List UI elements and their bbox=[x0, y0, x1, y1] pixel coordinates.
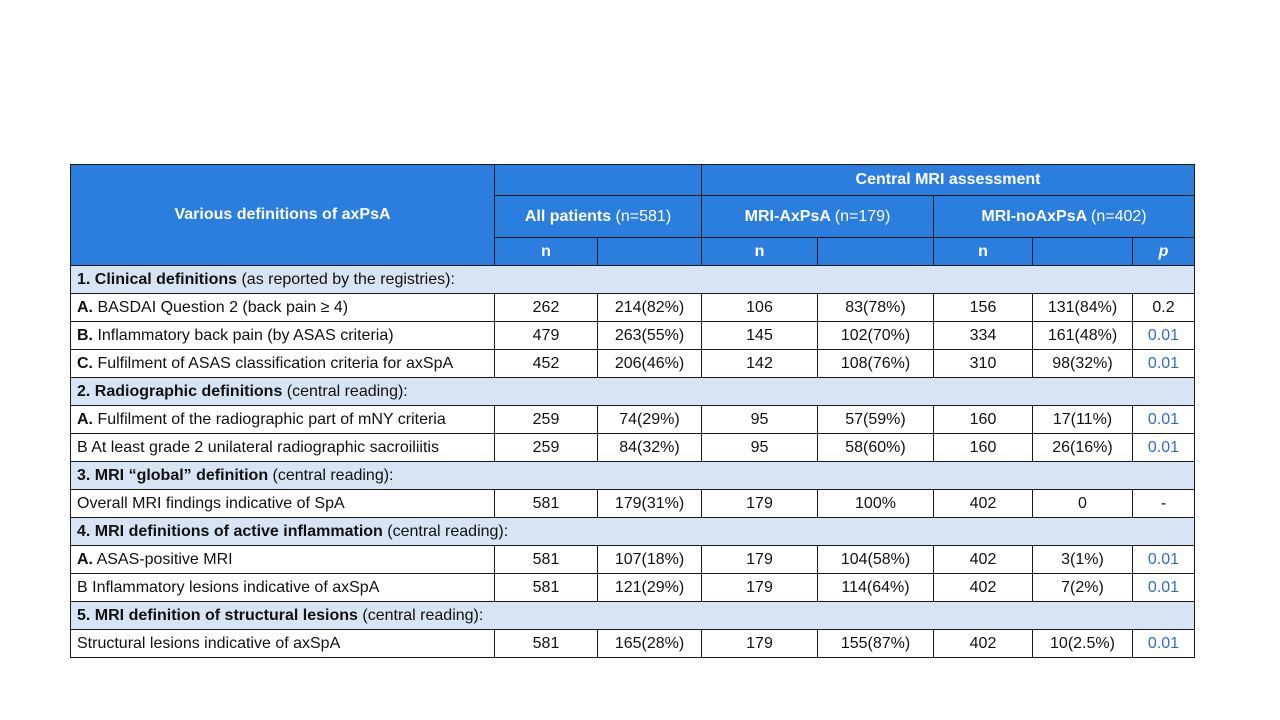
table-row bbox=[71, 434, 1195, 462]
all-patients-pct-cell: 121(29%) bbox=[598, 574, 702, 602]
mri-noaxpsa-n-cell: 402 bbox=[934, 546, 1033, 574]
all-patients-n-cell: 259 bbox=[495, 434, 598, 462]
table-row bbox=[71, 294, 1195, 322]
mri-axpsa-n-cell: 95 bbox=[702, 434, 818, 462]
mri-axpsa-label: MRI-AxPsA bbox=[744, 207, 831, 225]
all-patients-pct-cell: 206(46%) bbox=[598, 350, 702, 378]
section-note: (central reading): bbox=[268, 466, 394, 484]
mri-axpsa-pct-cell: 102(70%) bbox=[818, 322, 934, 350]
p-value-cell: 0.01 bbox=[1133, 546, 1195, 574]
section-title-cell bbox=[71, 266, 1195, 294]
mri-axpsa-n-cell: 179 bbox=[702, 490, 818, 518]
definition-label: BASDAI Question 2 (back pain ≥ 4) bbox=[93, 298, 349, 316]
mri-axpsa-pct-cell: 155(87%) bbox=[818, 630, 934, 658]
mri-noaxpsa-pct-cell: 98(32%) bbox=[1033, 350, 1133, 378]
definition-label-cell bbox=[71, 294, 495, 322]
p-value-cell: 0.01 bbox=[1133, 350, 1195, 378]
all-patients-pct-cell: 107(18%) bbox=[598, 546, 702, 574]
definition-label-cell bbox=[71, 630, 495, 658]
definition-label-cell bbox=[71, 434, 495, 462]
mri-noaxpsa-pct-cell: 17(11%) bbox=[1033, 406, 1133, 434]
section-note: (central reading): bbox=[382, 522, 509, 540]
mri-noaxpsa-label: MRI-noAxPsA bbox=[981, 207, 1087, 225]
section-row bbox=[71, 602, 1195, 630]
section-title-cell bbox=[71, 378, 1195, 406]
all-patients-label: All patients bbox=[524, 207, 612, 225]
all-patients-pct-cell: 179(31%) bbox=[598, 490, 702, 518]
table-header bbox=[71, 165, 1195, 266]
mri-axpsa-n-cell: 145 bbox=[702, 322, 818, 350]
all-patients-pct-cell: 74(29%) bbox=[598, 406, 702, 434]
definition-label-cell bbox=[71, 574, 495, 602]
all-patients-n-cell: 581 bbox=[495, 546, 598, 574]
all-patients-n-cell: 452 bbox=[495, 350, 598, 378]
all-patients-pct-header bbox=[598, 238, 702, 266]
mri-noaxpsa-pct-header bbox=[1033, 238, 1133, 266]
section-title: 4. MRI definitions of active inflammation bbox=[77, 522, 383, 540]
mri-axpsa-n-cell: 179 bbox=[702, 630, 818, 658]
mri-noaxpsa-count: (n=402) bbox=[1091, 207, 1147, 225]
section-row bbox=[71, 378, 1195, 406]
mri-noaxpsa-pct-cell: 0 bbox=[1033, 490, 1133, 518]
table-row bbox=[71, 574, 1195, 602]
section-title: 5. MRI definition of structural lesions bbox=[77, 606, 358, 624]
p-value-cell: 0.01 bbox=[1133, 322, 1195, 350]
mri-axpsa-n-cell: 106 bbox=[702, 294, 818, 322]
definition-prefix: A. bbox=[77, 550, 93, 568]
all-patients-pct-cell: 214(82%) bbox=[598, 294, 702, 322]
definition-label: B At least grade 2 unilateral radiographic sacroiliitis bbox=[77, 438, 439, 456]
section-note: (as reported by the registries): bbox=[237, 270, 455, 288]
mri-noaxpsa-n-cell: 160 bbox=[934, 434, 1033, 462]
p-value-label: p bbox=[1158, 242, 1169, 260]
section-title: 2. Radiographic definitions bbox=[77, 382, 283, 400]
definition-label-cell bbox=[71, 322, 495, 350]
all-patients-n-cell: 581 bbox=[495, 490, 598, 518]
table-row bbox=[71, 322, 1195, 350]
mri-axpsa-n-header: n bbox=[702, 238, 818, 266]
mri-axpsa-pct-cell: 104(58%) bbox=[818, 546, 934, 574]
mri-axpsa-header bbox=[702, 196, 934, 238]
definition-label: Inflammatory back pain (by ASAS criteria) bbox=[93, 326, 394, 344]
header-empty-cell bbox=[495, 165, 702, 196]
mri-axpsa-pct-header bbox=[818, 238, 934, 266]
all-patients-n-cell: 259 bbox=[495, 406, 598, 434]
definition-label: Structural lesions indicative of axSpA bbox=[77, 634, 341, 652]
mri-noaxpsa-n-cell: 402 bbox=[934, 630, 1033, 658]
definition-label-cell bbox=[71, 350, 495, 378]
all-patients-n-cell: 581 bbox=[495, 630, 598, 658]
section-note: (central reading): bbox=[282, 382, 408, 400]
mri-noaxpsa-n-cell: 310 bbox=[934, 350, 1033, 378]
table-row bbox=[71, 490, 1195, 518]
definition-prefix: B. bbox=[77, 326, 93, 344]
all-patients-n-cell: 581 bbox=[495, 574, 598, 602]
mri-noaxpsa-pct-cell: 131(84%) bbox=[1033, 294, 1133, 322]
all-patients-n-cell: 479 bbox=[495, 322, 598, 350]
table-row bbox=[71, 546, 1195, 574]
section-title-cell bbox=[71, 518, 1195, 546]
mri-axpsa-n-cell: 179 bbox=[702, 574, 818, 602]
definition-label-cell bbox=[71, 406, 495, 434]
mri-noaxpsa-pct-cell: 161(48%) bbox=[1033, 322, 1133, 350]
mri-axpsa-pct-cell: 57(59%) bbox=[818, 406, 934, 434]
mri-noaxpsa-header bbox=[934, 196, 1195, 238]
mri-axpsa-pct-cell: 114(64%) bbox=[818, 574, 934, 602]
mri-noaxpsa-n-cell: 160 bbox=[934, 406, 1033, 434]
all-patients-pct-cell: 84(32%) bbox=[598, 434, 702, 462]
definition-label-cell bbox=[71, 490, 495, 518]
mri-axpsa-n-cell: 95 bbox=[702, 406, 818, 434]
mri-axpsa-pct-cell: 108(76%) bbox=[818, 350, 934, 378]
mri-noaxpsa-n-cell: 334 bbox=[934, 322, 1033, 350]
table-row bbox=[71, 350, 1195, 378]
p-value-cell: - bbox=[1133, 490, 1195, 518]
section-row bbox=[71, 462, 1195, 490]
all-patients-pct-cell: 165(28%) bbox=[598, 630, 702, 658]
mri-noaxpsa-n-cell: 402 bbox=[934, 574, 1033, 602]
mri-noaxpsa-pct-cell: 10(2.5%) bbox=[1033, 630, 1133, 658]
definition-prefix: C. bbox=[77, 354, 93, 372]
mri-axpsa-n-cell: 142 bbox=[702, 350, 818, 378]
table-body bbox=[71, 266, 1195, 658]
definition-prefix: A. bbox=[77, 298, 93, 316]
section-title: 1. Clinical definitions bbox=[77, 270, 238, 288]
table-row bbox=[71, 630, 1195, 658]
mri-axpsa-pct-cell: 58(60%) bbox=[818, 434, 934, 462]
section-title-cell bbox=[71, 602, 1195, 630]
mri-noaxpsa-pct-cell: 7(2%) bbox=[1033, 574, 1133, 602]
section-title: 3. MRI “global” definition bbox=[77, 466, 269, 484]
all-patients-n-cell: 262 bbox=[495, 294, 598, 322]
p-value-header bbox=[1133, 238, 1195, 266]
mri-noaxpsa-n-header: n bbox=[934, 238, 1033, 266]
mri-noaxpsa-n-cell: 156 bbox=[934, 294, 1033, 322]
mri-noaxpsa-n-cell: 402 bbox=[934, 490, 1033, 518]
table-row bbox=[71, 406, 1195, 434]
central-mri-group-header: Central MRI assessment bbox=[702, 165, 1195, 196]
definition-label-cell bbox=[71, 546, 495, 574]
mri-axpsa-pct-cell: 83(78%) bbox=[818, 294, 934, 322]
mri-noaxpsa-pct-cell: 3(1%) bbox=[1033, 546, 1133, 574]
section-title-cell bbox=[71, 462, 1195, 490]
all-patients-pct-cell: 263(55%) bbox=[598, 322, 702, 350]
definition-label: Overall MRI findings indicative of SpA bbox=[77, 494, 345, 512]
mri-axpsa-n-cell: 179 bbox=[702, 546, 818, 574]
section-note: (central reading): bbox=[357, 606, 484, 624]
results-table bbox=[70, 164, 1195, 658]
all-patients-count: (n=581) bbox=[615, 207, 672, 225]
p-value-cell: 0.01 bbox=[1133, 434, 1195, 462]
mri-axpsa-pct-cell: 100% bbox=[818, 490, 934, 518]
mri-axpsa-count: (n=179) bbox=[834, 207, 891, 225]
definition-label: Fulfilment of ASAS classification criteria for axSpA bbox=[93, 354, 454, 372]
definitions-column-header: Various definitions of axPsA bbox=[71, 165, 495, 266]
definition-label: Fulfilment of the radiographic part of mNY criteria bbox=[93, 410, 446, 428]
p-value-cell: 0.01 bbox=[1133, 630, 1195, 658]
all-patients-header bbox=[495, 196, 702, 238]
all-patients-n-header: n bbox=[495, 238, 598, 266]
p-value-cell: 0.01 bbox=[1133, 406, 1195, 434]
mri-noaxpsa-pct-cell: 26(16%) bbox=[1033, 434, 1133, 462]
definition-label: B Inflammatory lesions indicative of axSpA bbox=[77, 578, 380, 596]
p-value-cell: 0.2 bbox=[1133, 294, 1195, 322]
section-row bbox=[71, 266, 1195, 294]
definition-label: ASAS-positive MRI bbox=[93, 550, 233, 568]
p-value-cell: 0.01 bbox=[1133, 574, 1195, 602]
definition-prefix: A. bbox=[77, 410, 93, 428]
section-row bbox=[71, 518, 1195, 546]
